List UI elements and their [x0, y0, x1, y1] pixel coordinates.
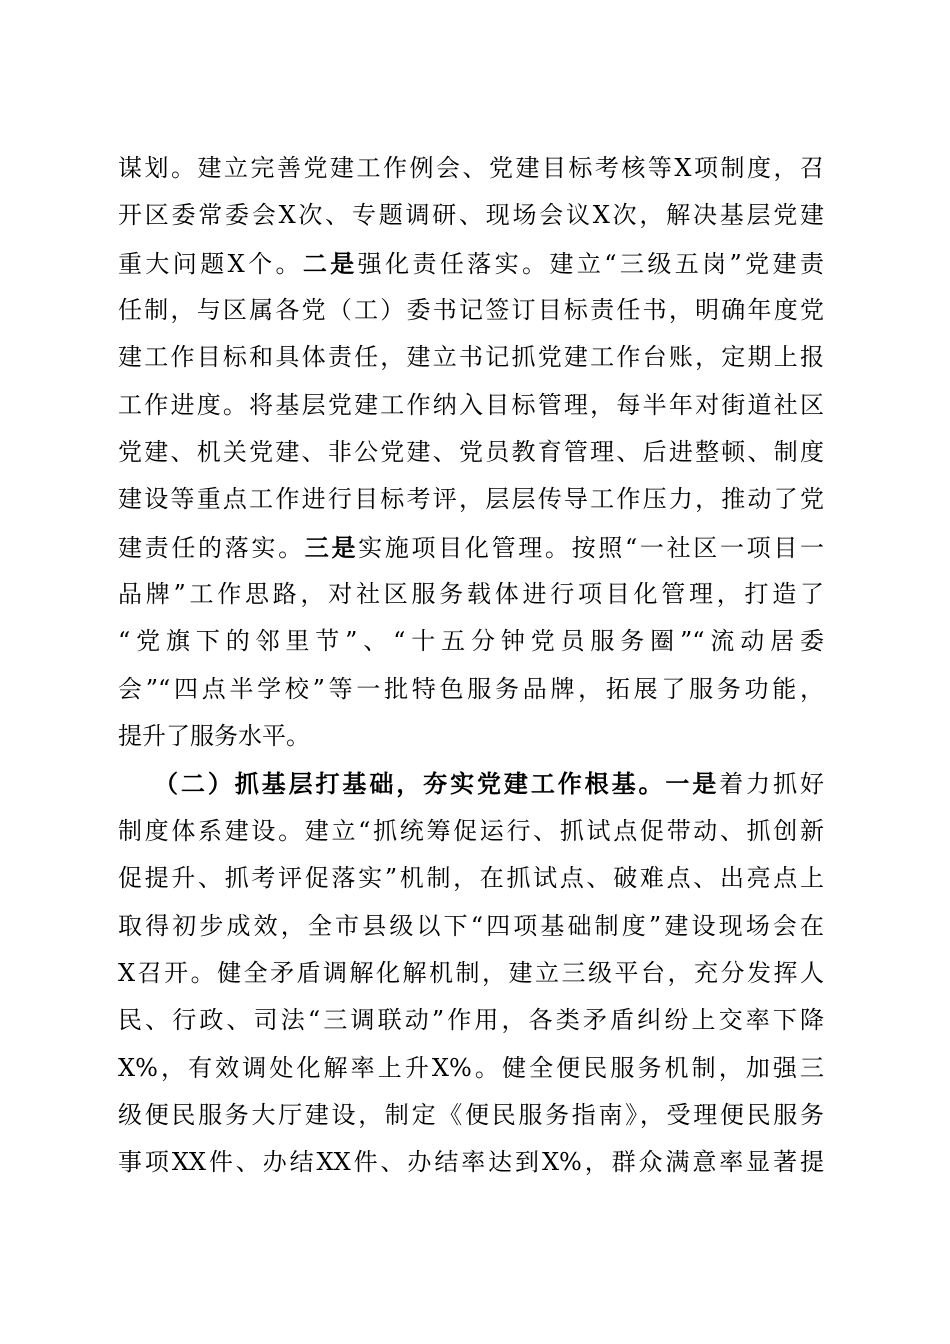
text-line [118, 997, 824, 1044]
text-segment: 实施项目化管理。按照“一社区一项目一 [358, 533, 825, 562]
text-segment: 促提升、抓考评促落实”机制，在抓试点、破难点、出亮点上 [118, 864, 824, 893]
text-segment: 制度体系建设。建立“抓统筹促运行、抓试点促带动、抓创新 [118, 816, 824, 845]
text-line [118, 334, 824, 381]
text-line [118, 1045, 824, 1092]
bold-text-segment: 三是 [304, 532, 359, 562]
text-line [118, 1092, 824, 1139]
text-line [118, 808, 824, 855]
text-segment: 任制，与区属各党（工）委书记签订目标责任书，明确年度党 [118, 296, 824, 325]
text-line [118, 571, 824, 618]
text-line [118, 145, 824, 192]
bold-text-segment: 二是 [302, 248, 358, 278]
text-segment: X%，有效调处化解率上升X%。健全便民服务机制，加强三 [118, 1053, 824, 1082]
text-segment: 建责任的落实。 [118, 533, 305, 562]
text-segment: 品牌”工作思路，对社区服务载体进行项目化管理，打造了 [118, 580, 824, 609]
text-segment: 工作进度。将基层党建工作纳入目标管理，每半年对街道社区 [118, 390, 824, 419]
text-line [118, 192, 824, 239]
text-line [118, 524, 824, 571]
text-segment: 重大问题X个。 [118, 249, 303, 278]
text-line [118, 666, 824, 713]
text-line [118, 429, 824, 476]
text-segment: 取得初步成效，全市县级以下“四项基础制度”建设现场会在 [118, 911, 824, 940]
text-segment: 事项XX件、办结XX件、办结率达到X%，群众满意率显著提 [118, 1148, 824, 1177]
text-line [118, 382, 824, 429]
text-segment: 强化责任落实。建立“三级五岗”党建责 [357, 249, 824, 278]
text-line [118, 950, 824, 997]
text-segment: 级便民服务大厅建设，制定《便民服务指南》，受理便民服务 [118, 1100, 824, 1129]
text-line [118, 287, 824, 334]
text-line [118, 855, 824, 902]
text-line [118, 476, 824, 523]
text-line [118, 903, 824, 950]
text-line [118, 713, 824, 760]
text-segment: “党旗下的邻里节”、“十五分钟党员服务圈”“流动居委 [118, 627, 824, 656]
text-segment: 开区委常委会X次、专题调研、现场会议X次，解决基层党建 [118, 201, 824, 230]
text-line [118, 240, 824, 287]
text-segment: 建工作目标和具体责任，建立书记抓党建工作台账，定期上报 [118, 343, 824, 372]
text-segment: 党建、机关党建、非公党建、党员教育管理、后进整顿、制度 [118, 438, 824, 467]
text-segment: 谋划。建立完善党建工作例会、党建目标考核等X项制度，召 [118, 154, 824, 182]
text-segment: 提升了服务水平。 [118, 722, 310, 751]
text-segment: 民、行政、司法“三调联动”作用，各类矛盾纠纷上交率下降 [118, 1006, 824, 1035]
text-line [118, 1139, 824, 1186]
text-segment: 会”“四点半学校”等一批特色服务品牌，拓展了服务功能， [118, 674, 824, 703]
text-segment: 着力抓好 [719, 770, 824, 799]
text-line [118, 760, 824, 807]
text-segment: 建设等重点工作进行目标考评，层层传导工作压力，推动了党 [118, 485, 824, 514]
text-line [118, 618, 824, 665]
body-text [118, 145, 824, 1187]
text-segment: X召开。健全矛盾调解化解机制，建立三级平台，充分发挥人 [118, 958, 824, 987]
bold-text-segment: （二）抓基层打基础，夯实党建工作根基。一是 [154, 769, 720, 799]
